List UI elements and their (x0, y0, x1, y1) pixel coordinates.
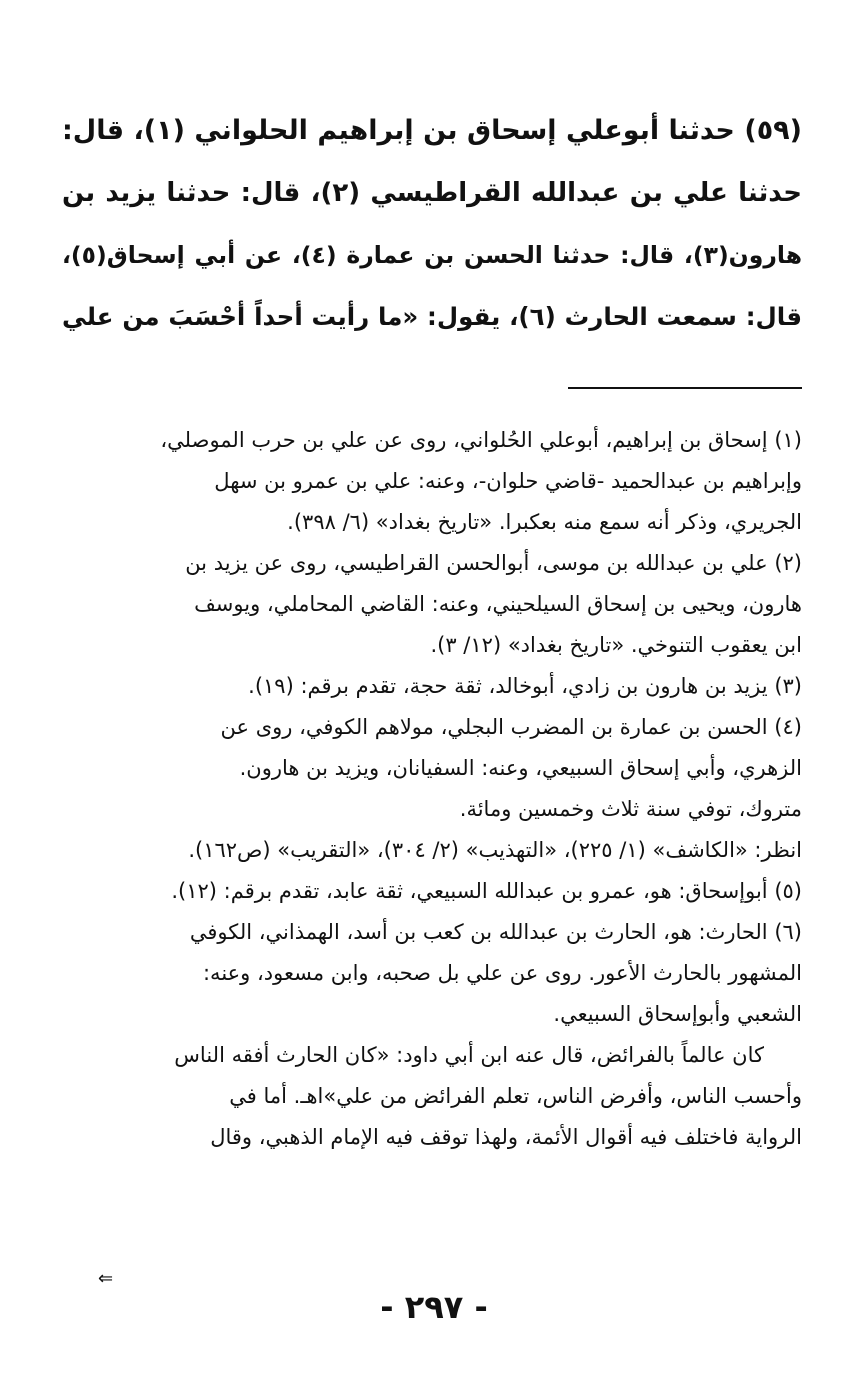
main-text-line: حدثنا علي بن عبدالله القراطيسي (٢)، قال: حدثنا يزيد بن (62, 178, 802, 208)
main-text-line: قال: سمعت الحارث (٦)، يقول: «ما رأيت أحداً أحْسَبَ من علي (62, 302, 802, 331)
footnote-3 (60, 666, 802, 707)
footnote-6-paragraph-line: الرواية فاختلف فيه أقوال الأئمة، ولهذا توقف فيه الإمام الذهبي، وقال (210, 1125, 802, 1149)
footnote-1 (60, 420, 802, 543)
continuation-arrow-icon: ⇐ (98, 1268, 114, 1289)
footnote-line: ابن يعقوب التنوخي. «تاريخ بغداد» (١٢/ ٣). (430, 633, 802, 657)
main-text-line: (٥٩) حدثنا أبوعلي إسحاق بن إبراهيم الحلواني (١)، قال: (62, 115, 802, 146)
footnote-line: الزهري، وأبي إسحاق السبيعي، وعنه: السفيانان، ويزيد بن هارون. (239, 756, 802, 780)
footnote-6-paragraph-line: كان عالماً بالفرائض، قال عنه ابن أبي داود: «كان الحارث أفقه الناس (174, 1043, 764, 1067)
footnote-line: متروك، توفي سنة ثلاث وخمسين ومائة. (459, 797, 802, 821)
footnote-5 (60, 871, 802, 912)
footnote-line: وإبراهيم بن عبدالحميد -قاضي حلوان-، وعنه: علي بن عمرو بن سهل (214, 469, 802, 493)
footnote-line: (٢) علي بن عبدالله بن موسى، أبوالحسن القراطيسي، روى عن يزيد بن (185, 551, 802, 575)
footnote-line: المشهور بالحارث الأعور. روى عن علي بل صحبه، وابن مسعود، وعنه: (202, 961, 802, 985)
footnote-line: الجريري، وذكر أنه سمع منه بعكبرا. «تاريخ بغداد» (٦/ ٣٩٨). (287, 510, 802, 534)
footnote-line: (٣) يزيد بن هارون بن زادي، أبوخالد، ثقة حجة، تقدم برقم: (١٩). (248, 674, 802, 698)
footnote-separator (568, 387, 802, 389)
footnote-line: (٦) الحارث: هو، الحارث بن عبدالله بن كعب بن أسد، الهمذاني، الكوفي (189, 920, 802, 944)
footnote-line: (٥) أبوإسحاق: هو، عمرو بن عبدالله السبيعي، ثقة عابد، تقدم برقم: (١٢). (171, 879, 802, 903)
footnote-line: (٤) الحسن بن عمارة بن المضرب البجلي، مولاهم الكوفي، روى عن (220, 715, 802, 739)
footnotes (60, 420, 802, 1158)
footnote-line: هارون، ويحيى بن إسحاق السيلحيني، وعنه: القاضي المحاملي، ويوسف (194, 592, 802, 616)
footnote-6-paragraph-line: وأحسب الناس، وأفرض الناس، تعلم الفرائض من علي»اهـ. أما في (229, 1084, 802, 1108)
main-text (62, 100, 802, 348)
footnote-4 (60, 707, 802, 830)
footnote-line: (١) إسحاق بن إبراهيم، أبوعلي الحُلواني، روى عن علي بن حرب الموصلي، (160, 428, 802, 452)
footnote-6 (60, 912, 802, 1035)
footnote-line: الشعبي وأبوإسحاق السبيعي. (553, 1002, 802, 1026)
main-text-line: هارون(٣)، قال: حدثنا الحسن بن عمارة (٤)، عن أبي إسحاق(٥)، (62, 241, 802, 269)
footnote-2 (60, 543, 802, 666)
page-number: - ٢٩٧ - (380, 1288, 488, 1326)
footnote-4-references: انظر: «الكاشف» (١/ ٢٢٥)، «التهذيب» (٢/ ٣٠٤)، «التقريب» (ص١٦٢). (188, 838, 802, 862)
